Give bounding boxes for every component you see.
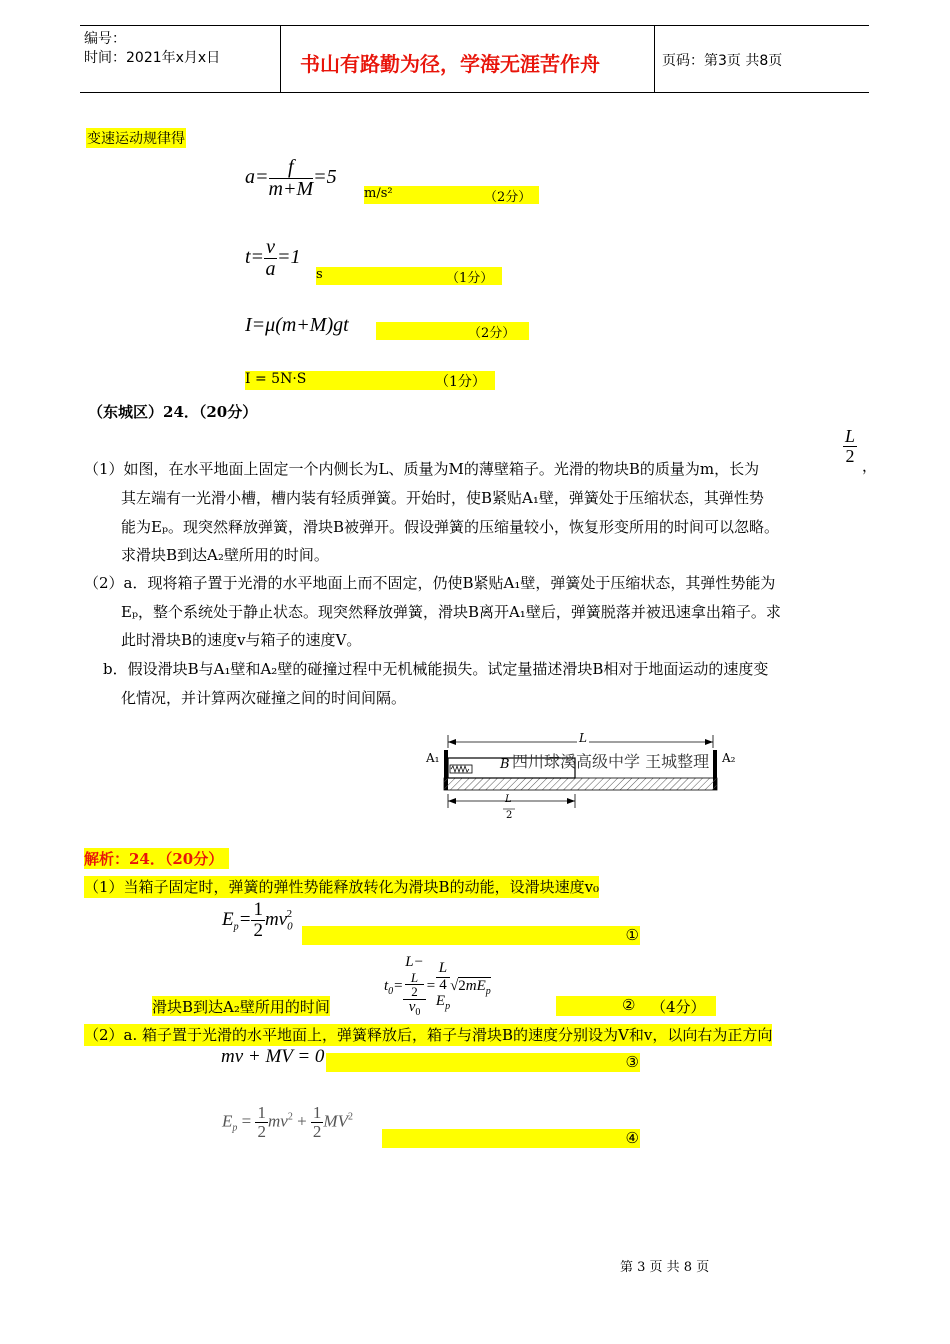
prev-text-line: 变速运动规律得 [86,128,186,148]
equation-time-fixed-highlight [556,996,716,1016]
question-heading: （东城区）24．（20分） [88,403,258,421]
impulse-value: I = 5N·S [245,371,307,387]
equation-impulse: I=μ(m+M)gt [245,314,349,336]
header-motto: 书山有路勤为径，学海无涯苦作舟 [300,52,600,76]
figure-label-A2: A₂ [722,751,736,765]
header-page-label: 页码：第3页 共8页 [662,53,783,69]
equation-time-highlight [316,267,502,285]
solution-part2-line: （2）a. 箱子置于光滑的水平地面上，弹簧释放后，箱子与滑块B的速度分别设为V和v，以向右为正方向 [84,1026,773,1044]
time-score: （1分） [446,271,494,286]
figure-half-den: 2 [506,810,513,821]
question-part1 [84,455,759,484]
impulse-score: （2分） [468,326,516,341]
solution-heading: 解析：24．（20分） [84,848,229,869]
equation-energy-highlight [302,926,640,945]
impulse-value-score: （1分） [435,374,486,390]
acceleration-score: （2分） [484,190,532,205]
question-part2b-line1: b．假设滑块B与A₁壁和A₂壁的碰撞过程中无机械能损失。试定量描述滑块B相对于地面运动的速度变 [103,660,769,678]
question-part1-line2: 其左端有一光滑小槽，槽内装有轻质弹簧。开始时，使B紧贴A₁壁，弹簧处于压缩状态，其弹性势 [121,489,764,507]
watermark: 四川球溪高级中学 王城整理 [512,752,710,771]
equation-time-fixed: $t_0=$ L− L 2 $v_0$ = L 4 $E_p$ $√2mE_p$ [384,954,491,1019]
page-footer: 第 3 页 共 8 页 [620,1260,710,1275]
question-part2a-line2: Eₚ，整个系统处于静止状态。现突然释放弹簧，滑块B离开A₁壁后，弹簧脱落并被迅速拿出箱子。求 [121,603,781,621]
equation-impulse-value-highlight [245,371,495,390]
figure-label-A1: A₁ [426,751,440,765]
equation-energy-conservation: $E_p$ = $\frac{1}{2}$ $mv^2$ + $\frac{1}{2}$ $MV^2$ [222,1103,353,1141]
figure-half-num: L [505,794,512,805]
figure-label-B: B [500,757,510,772]
time-unit: s [316,267,323,282]
equation-time: t= $\frac{v}{a}$ =1 [245,236,301,280]
solution-time-label: 滑块B到达A₂壁所用的时间 [152,998,330,1016]
question-part2a-line3: 此时滑块B的速度v与箱子的速度V。 [121,631,362,649]
box-diagram [420,728,750,824]
marker-1: ① [625,926,639,944]
question-part2a-line1: （2）a．现将箱子置于光滑的水平地面上而不固定，仍使B紧贴A₁壁，弹簧处于压缩状态，其弹性势能为 [84,574,776,592]
marker-2: ② [622,996,636,1014]
equation-impulse-highlight [376,322,529,340]
question-part2b-line2: 化情况，并计算两次碰撞之间的时间间隔。 [121,689,407,707]
equation-momentum: mv + MV = 0 [221,1046,325,1067]
equation-acceleration-highlight [364,186,539,204]
document-time-label: 时间：2021年x月x日 [84,50,221,66]
time-fixed-score: （4分） [651,998,706,1016]
question-part1-tail: ， [862,457,878,475]
marker-4: ④ [625,1129,639,1147]
equation-momentum-highlight [326,1053,640,1072]
question-part1-line3: 能为Eₚ。现突然释放弹簧，滑块B被弹开。假设弹簧的压缩量较小，恢复形变所用的时间可以忽略。 [121,518,779,536]
figure-label-L: L [579,731,587,745]
marker-3: ③ [625,1053,639,1071]
equation-acceleration: a= $\frac{f}{m+M}$ =5 [245,156,337,200]
equation-energy-conservation-highlight [382,1129,640,1148]
equation-energy: $E_p=$ $\frac{1}{2}$ $mv_0^2$ [222,899,293,941]
acceleration-unit: m/s² [364,186,393,201]
solution-part1-line: （1）当箱子固定时，弹簧的弹性势能释放转化为滑块B的动能，设滑块速度v₀ [84,878,600,896]
document-number-label: 编号： [84,31,126,47]
question-part1-line4: 求滑块B到达A₂壁所用的时间。 [121,546,329,564]
fraction-half-L: $\frac{L}{2}$ [845,426,856,466]
question-part1-line1: （1）如图，在水平地面上固定一个内侧长为L、质量为M的薄壁箱子。光滑的物块B的质量为m，长为 [84,460,760,478]
